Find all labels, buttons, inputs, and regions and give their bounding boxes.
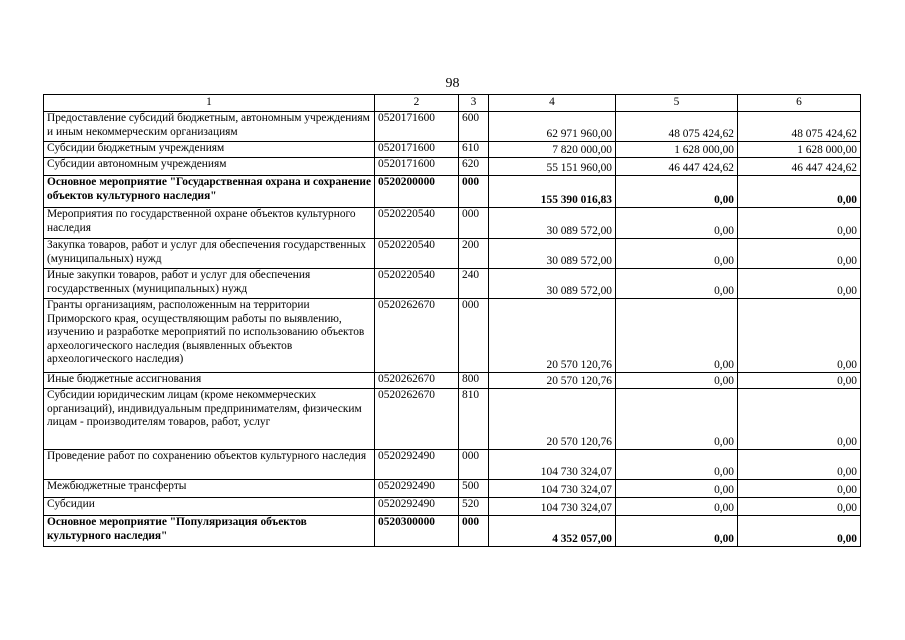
row-code-cell: 0520300000 [375,516,459,547]
table-row [44,142,861,158]
row-value-5-cell: 0,00 [616,389,738,450]
row-code-cell: 0520292490 [375,480,459,498]
row-type-cell: 800 [459,373,489,389]
table-row [44,112,861,142]
row-name-cell: Субсидии бюджетным учреждениям [44,142,375,158]
table-row [44,373,861,389]
row-value-4-cell: 155 390 016,83 [489,176,616,208]
row-value-5-cell: 0,00 [616,239,738,269]
row-value-6-cell: 48 075 424,62 [738,112,861,142]
row-value-4-cell: 104 730 324,07 [489,480,616,498]
page-number: 98 [445,76,460,91]
row-type-cell: 000 [459,450,489,480]
row-type-cell: 600 [459,112,489,142]
row-code-cell: 0520200000 [375,176,459,208]
row-type-cell: 610 [459,142,489,158]
row-value-6-cell: 0,00 [738,269,861,299]
table-row [44,516,861,547]
row-value-5-cell: 0,00 [616,498,738,516]
row-name-cell: Субсидии юридическим лицам (кроме некоммерческих организаций), индивидуальным предпринимателям, физическим лицам - производителям товаров, работ, услуг [44,389,375,450]
row-name-cell: Мероприятия по государственной охране объектов культурного наследия [44,208,375,239]
table-row [44,299,861,373]
row-value-4-cell: 7 820 000,00 [489,142,616,158]
row-value-6-cell: 0,00 [738,239,861,269]
row-code-cell: 0520171600 [375,158,459,176]
row-code-cell: 0520262670 [375,299,459,373]
row-code-cell: 0520220540 [375,269,459,299]
row-code-cell: 0520171600 [375,112,459,142]
row-type-cell: 000 [459,299,489,373]
row-value-5-cell: 0,00 [616,299,738,373]
row-code-cell: 0520292490 [375,498,459,516]
row-value-5-cell: 0,00 [616,480,738,498]
column-header: 1 [44,95,375,112]
row-value-6-cell: 0,00 [738,208,861,239]
row-value-4-cell: 20 570 120,76 [489,373,616,389]
row-name-cell: Основное мероприятие "Популяризация объектов культурного наследия" [44,516,375,547]
row-type-cell: 200 [459,239,489,269]
row-value-6-cell: 0,00 [738,480,861,498]
row-value-4-cell: 62 971 960,00 [489,112,616,142]
table-row [44,389,861,450]
row-value-6-cell: 0,00 [738,176,861,208]
row-value-5-cell: 0,00 [616,516,738,547]
row-name-cell: Гранты организациям, расположенным на территории Приморского края, осуществляющим работы по выявлению, изучению и разработке мероприятий по использованию объектов археологического наследия (выявленных объектов археологического наследия) [44,299,375,373]
row-value-4-cell: 4 352 057,00 [489,516,616,547]
table-row [44,450,861,480]
row-value-5-cell: 48 075 424,62 [616,112,738,142]
row-value-4-cell: 104 730 324,07 [489,498,616,516]
row-code-cell: 0520262670 [375,389,459,450]
table-row [44,498,861,516]
row-value-5-cell: 0,00 [616,269,738,299]
table-row [44,480,861,498]
row-type-cell: 500 [459,480,489,498]
row-value-6-cell: 0,00 [738,498,861,516]
row-value-6-cell: 0,00 [738,516,861,547]
table-row [44,208,861,239]
column-header: 5 [616,95,738,112]
row-name-cell: Субсидии [44,498,375,516]
column-header: 4 [489,95,616,112]
row-value-5-cell: 0,00 [616,373,738,389]
row-name-cell: Иные бюджетные ассигнования [44,373,375,389]
row-value-5-cell: 46 447 424,62 [616,158,738,176]
budget-table [43,94,861,547]
row-type-cell: 240 [459,269,489,299]
row-code-cell: 0520220540 [375,208,459,239]
row-type-cell: 000 [459,208,489,239]
row-name-cell: Иные закупки товаров, работ и услуг для обеспечения государственных (муниципальных) нужд [44,269,375,299]
row-value-4-cell: 104 730 324,07 [489,450,616,480]
row-value-6-cell: 46 447 424,62 [738,158,861,176]
table-row [44,176,861,208]
column-header: 3 [459,95,489,112]
table-row [44,239,861,269]
row-value-6-cell: 0,00 [738,450,861,480]
row-value-5-cell: 1 628 000,00 [616,142,738,158]
row-value-6-cell: 0,00 [738,373,861,389]
row-name-cell: Основное мероприятие "Государственная охрана и сохранение объектов культурного наследия" [44,176,375,208]
column-header: 2 [375,95,459,112]
column-header: 6 [738,95,861,112]
row-type-cell: 520 [459,498,489,516]
row-value-4-cell: 30 089 572,00 [489,239,616,269]
row-type-cell: 000 [459,516,489,547]
row-code-cell: 0520171600 [375,142,459,158]
row-value-4-cell: 20 570 120,76 [489,389,616,450]
table-header-row [44,95,861,112]
row-name-cell: Проведение работ по сохранению объектов культурного наследия [44,450,375,480]
row-value-4-cell: 55 151 960,00 [489,158,616,176]
row-name-cell: Субсидии автономным учреждениям [44,158,375,176]
row-value-6-cell: 0,00 [738,299,861,373]
row-value-5-cell: 0,00 [616,450,738,480]
row-value-4-cell: 20 570 120,76 [489,299,616,373]
row-type-cell: 620 [459,158,489,176]
row-value-6-cell: 0,00 [738,389,861,450]
row-value-5-cell: 0,00 [616,176,738,208]
table-row [44,269,861,299]
budget-table-body [44,95,861,547]
table-row [44,158,861,176]
row-type-cell: 000 [459,176,489,208]
row-code-cell: 0520292490 [375,450,459,480]
row-code-cell: 0520220540 [375,239,459,269]
row-type-cell: 810 [459,389,489,450]
row-value-4-cell: 30 089 572,00 [489,269,616,299]
row-value-4-cell: 30 089 572,00 [489,208,616,239]
row-name-cell: Предоставление субсидий бюджетным, автономным учреждениям и иным некоммерческим организациям [44,112,375,142]
row-code-cell: 0520262670 [375,373,459,389]
row-name-cell: Межбюджетные трансферты [44,480,375,498]
row-value-5-cell: 0,00 [616,208,738,239]
row-name-cell: Закупка товаров, работ и услуг для обеспечения государственных (муниципальных) нужд [44,239,375,269]
row-value-6-cell: 1 628 000,00 [738,142,861,158]
